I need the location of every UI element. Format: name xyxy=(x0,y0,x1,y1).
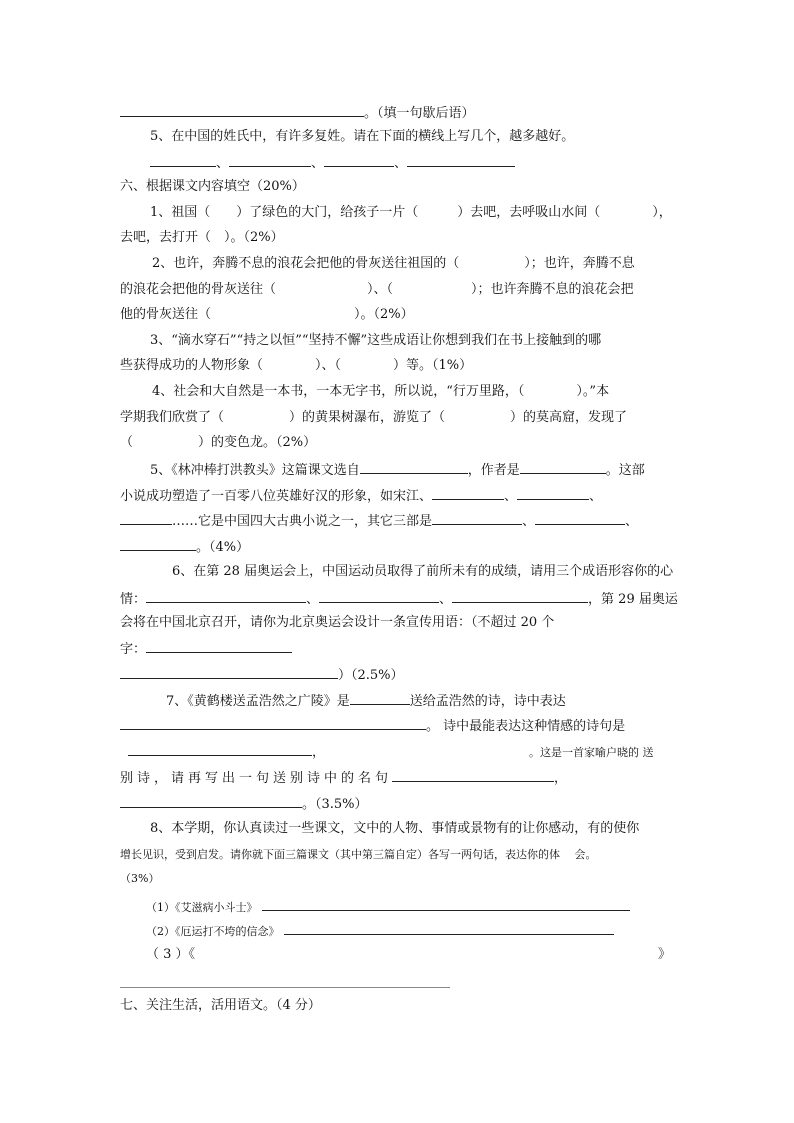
q6-5-line4: 。（4%） xyxy=(120,537,249,557)
q6-1-line1: 1、祖国（ ）了绿色的大门，给孩子一片（ ）去吧，去呼吸山水间（ ）， xyxy=(150,205,672,220)
q6-2-line1: 2、也许，奔腾不息的浪花会把他的骨灰送往祖国的（ ）；也许，奔腾不息 xyxy=(152,256,635,271)
answer-blank[interactable] xyxy=(319,589,439,603)
q6-6-line5: ）（2.5%） xyxy=(120,665,404,685)
answer-blank[interactable] xyxy=(229,153,311,167)
q5-surname-blanks: 、 、 、 xyxy=(150,153,515,173)
divider xyxy=(120,987,450,988)
answer-blank[interactable] xyxy=(120,665,338,679)
answer-blank[interactable] xyxy=(432,486,504,500)
answer-blank[interactable] xyxy=(350,691,410,705)
answer-blank[interactable] xyxy=(262,897,630,911)
q5-idiom-line xyxy=(120,103,475,123)
q6-7-line5: 。（3.5%） xyxy=(120,794,368,814)
answer-blank[interactable] xyxy=(520,460,606,474)
answer-blank[interactable] xyxy=(535,511,625,525)
answer-blank[interactable] xyxy=(360,460,468,474)
answer-blank[interactable] xyxy=(120,794,302,808)
answer-blank[interactable] xyxy=(517,486,589,500)
answer-blank[interactable] xyxy=(325,742,529,756)
answer-blank[interactable] xyxy=(120,537,196,551)
q6-2-line3: 他的骨灰送往（ ）。（2%） xyxy=(120,307,414,322)
answer-blank[interactable] xyxy=(452,589,588,603)
question-5: 5、在中国的姓氏中，有许多复姓。请在下面的横线上写几个，越多越好。 xyxy=(150,129,575,144)
q6-6-line4: 字： xyxy=(120,639,292,659)
answer-blank[interactable] xyxy=(146,639,292,653)
q6-5-line1: 5、《林冲棒打洪教头》这篇课文选自 ，作者是 。这部 xyxy=(150,460,645,480)
q5-idiom-hint: 。（填一句歇后语） xyxy=(364,106,475,121)
q6-5-line2: 小说成功塑造了一百零八位英雄好汉的形象，如宋江、 、 、 xyxy=(120,486,602,506)
q6-6-line3: 会将在中国北京召开，请你为北京奥运会设计一条宣传用语：（不超过 20 个 xyxy=(120,615,555,630)
q6-4-line3: （ ）的变色龙。（2%） xyxy=(120,435,317,450)
q6-6-line2: 情： 、 、 ，第 29 届奥运 xyxy=(120,589,678,609)
answer-blank[interactable] xyxy=(128,742,312,756)
q6-5-line3: ……它是中国四大古典小说之一，其它三部是 、 、 xyxy=(120,511,638,531)
q6-8-item-1: （1）《艾滋病小斗士》 xyxy=(146,897,630,917)
q6-1-line2: 去吧，去打开（ ）。（2%） xyxy=(120,230,284,245)
q6-8-line1: 8、本学期，你认真读过一些课文，文中的人物、事情或景物有的让你感动，有的使你 xyxy=(150,821,640,836)
q6-7-line3: ， 。这是一首家喻户晓的 送 xyxy=(128,742,654,762)
q6-4-line2: 学期我们欣赏了（ ）的黄果树瀑布，游览了（ ）的莫高窟，发现了 xyxy=(120,410,628,425)
q6-8-line2: 增长见识，受到启发。请你就下面三篇课文（其中第三篇自定）各写一两句话，表达你的体 会。 xyxy=(120,848,597,861)
q6-8-item-3-close: 》 xyxy=(658,947,672,962)
answer-blank[interactable] xyxy=(146,589,306,603)
section-6-title: 六、根据课文内容填空（20%） xyxy=(120,179,305,194)
answer-blank[interactable] xyxy=(432,511,522,525)
q6-3-line2: 些获得成功的人物形象（ ）、（ ）等。（1%） xyxy=(120,358,473,373)
q6-8-line3: （3%） xyxy=(120,872,160,885)
section-7-title: 七、关注生活，活用语文。（4 分） xyxy=(120,998,321,1013)
q6-8-item-3: （ 3 ）《 xyxy=(146,947,196,962)
answer-blank[interactable] xyxy=(120,716,426,730)
q6-2-line2: 的浪花会把他的骨灰送往（ ）、（ ）；也许奔腾不息的浪花会把 xyxy=(120,282,634,297)
answer-blank[interactable] xyxy=(150,153,216,167)
answer-blank[interactable] xyxy=(120,511,172,525)
answer-blank[interactable] xyxy=(324,153,394,167)
q6-8-item-2: （2）《厄运打不垮的信念》 xyxy=(146,921,614,941)
answer-blank[interactable] xyxy=(120,103,364,117)
q6-6-line1: 6、在第 28 届奥运会上，中国运动员取得了前所未有的成绩，请用三个成语形容你的心 xyxy=(172,564,674,579)
answer-blank[interactable] xyxy=(284,921,614,935)
q6-7-line4: 别诗，请再写出一句送别诗中的名句 ， xyxy=(120,768,571,788)
q6-3-line1: 3、“滴水穿石”“持之以恒”“坚持不懈”这些成语让你想到我们在书上接触到的哪 xyxy=(150,333,602,348)
answer-blank[interactable] xyxy=(392,768,554,782)
q6-7-line2: 。 诗中最能表达这种情感的诗句是 xyxy=(120,716,625,736)
q6-7-line1: 7、《黄鹤楼送孟浩然之广陵》是 送给孟浩然的诗，诗中表达 xyxy=(166,691,566,711)
q6-4-line1: 4、社会和大自然是一本书，一本无字书，所以说，“行万里路，（ ）。”本 xyxy=(152,384,610,399)
answer-blank[interactable] xyxy=(407,153,515,167)
